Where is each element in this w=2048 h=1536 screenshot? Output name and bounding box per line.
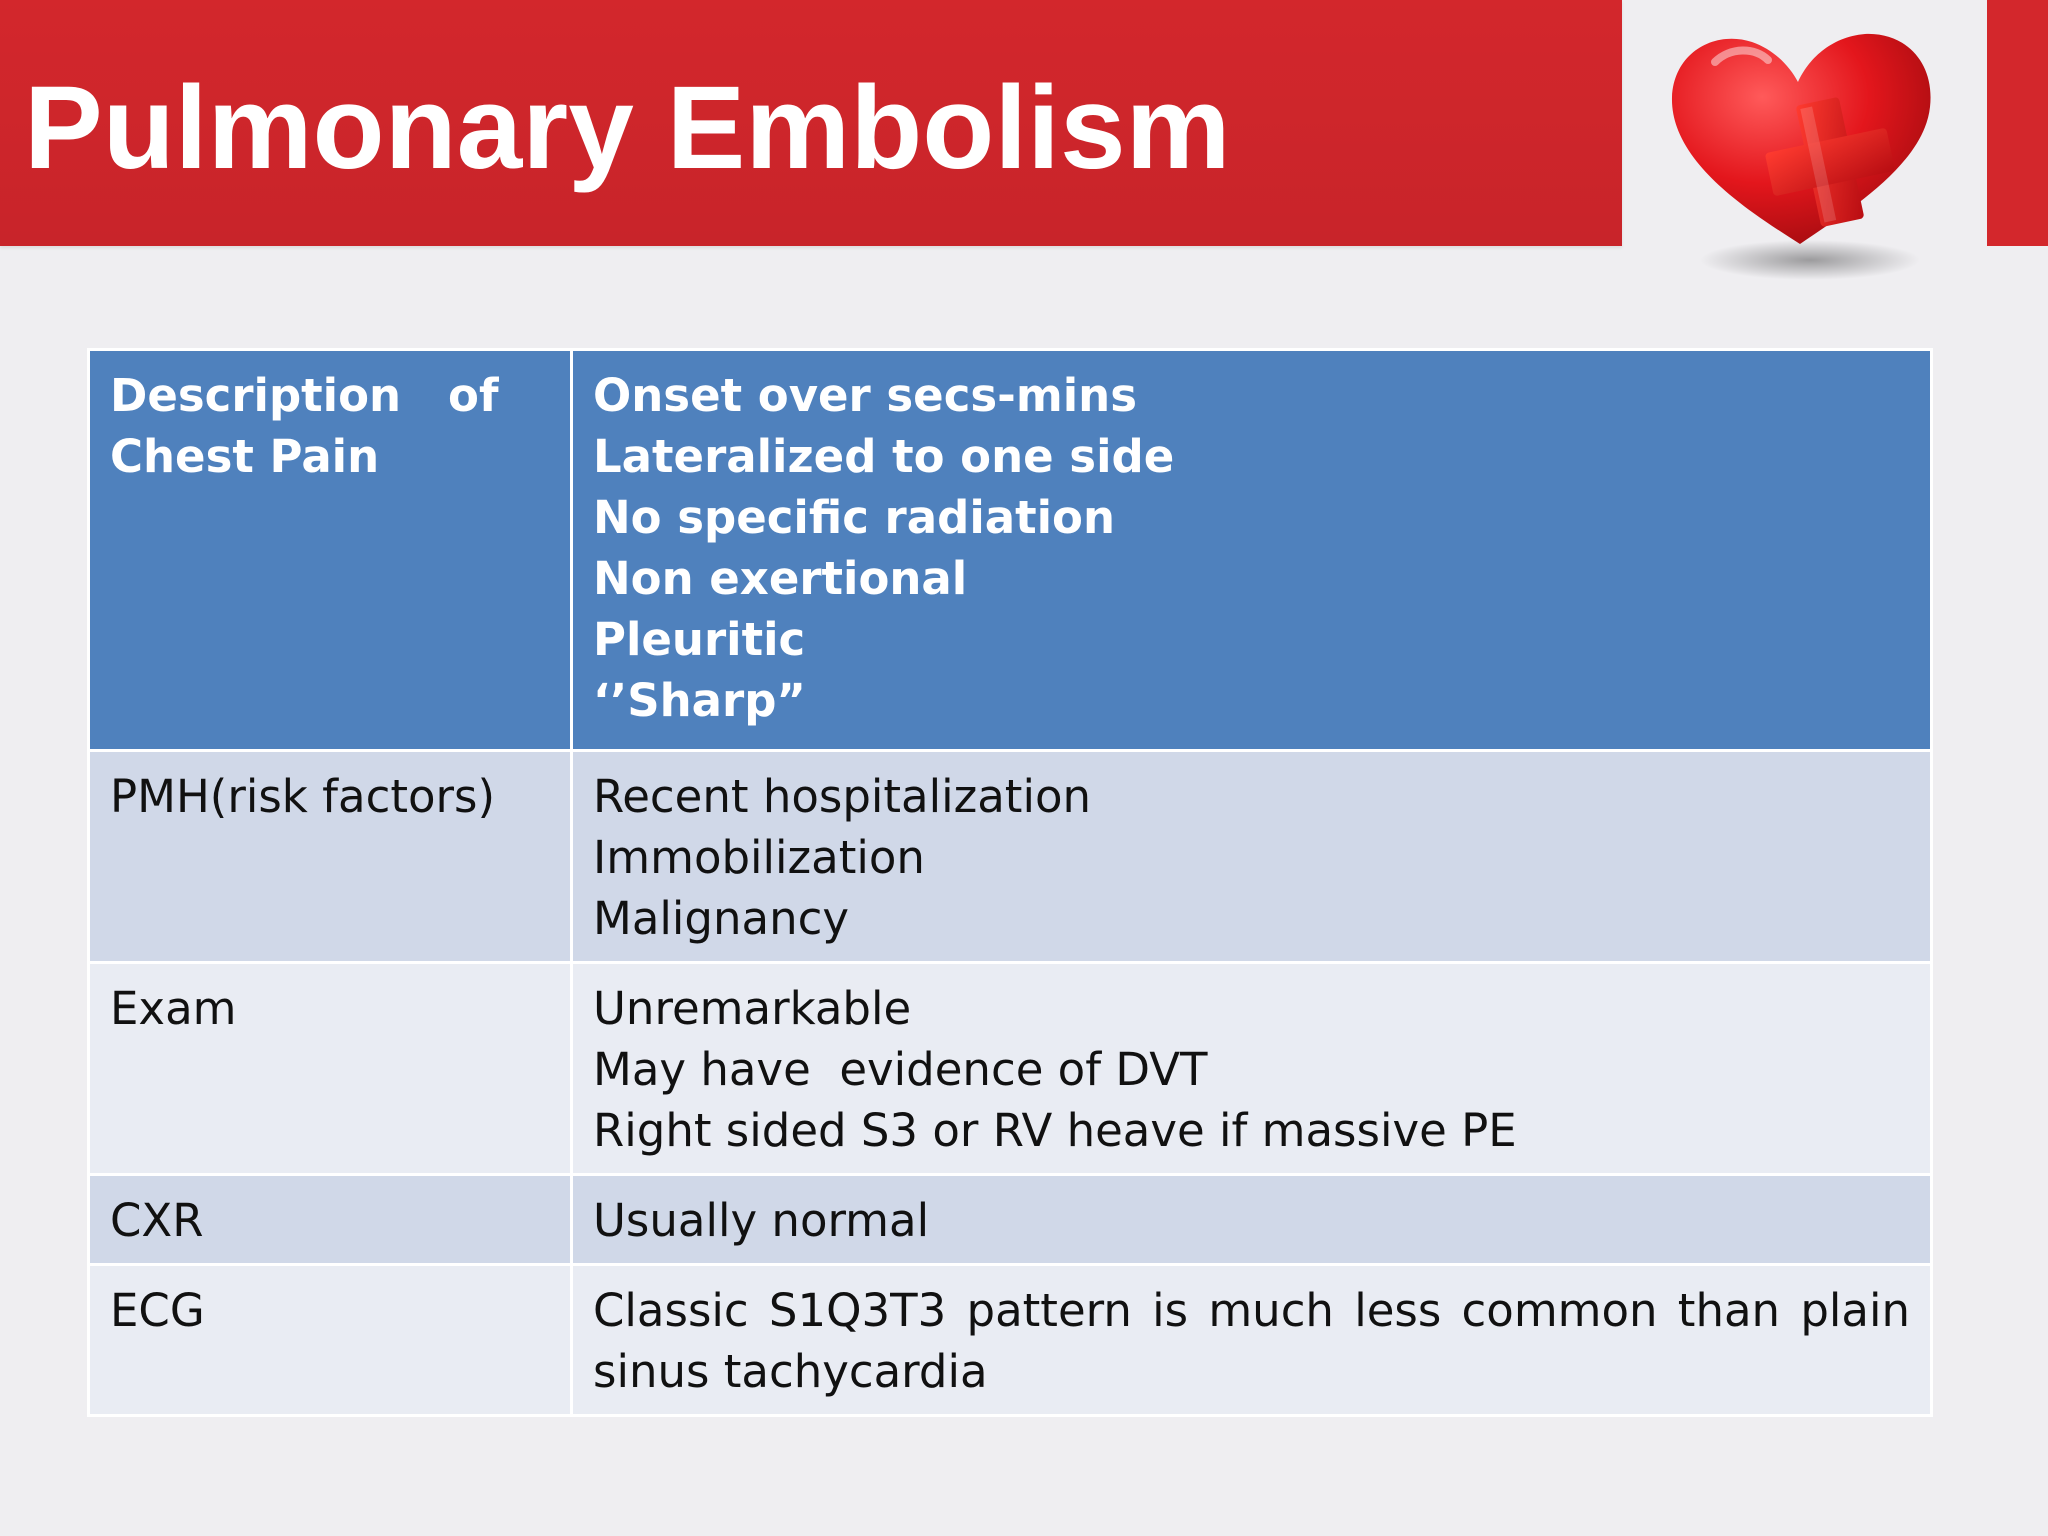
detail-line: No specific radiation xyxy=(593,491,1116,544)
row-label: CXR xyxy=(89,1175,572,1265)
row-label-text-line-2: Chest Pain xyxy=(110,430,380,483)
row-label: ECG xyxy=(89,1265,572,1416)
detail-line: Immobilization xyxy=(593,831,925,884)
table-row-cxr xyxy=(89,1175,1932,1265)
detail-line: May have evidence of DVT xyxy=(593,1043,1208,1096)
comparison-table xyxy=(87,348,1933,1417)
row-details xyxy=(572,1265,1932,1416)
title-banner-right-strip xyxy=(1987,0,2048,246)
detail-line: Malignancy xyxy=(593,892,849,945)
row-label-text-line-1: Description of xyxy=(110,369,499,422)
row-label xyxy=(89,350,572,751)
row-details xyxy=(572,963,1932,1175)
detail-line: Pleuritic xyxy=(593,613,806,666)
detail-line: Unremarkable xyxy=(593,982,912,1035)
detail-line: Classic S1Q3T3 pattern is much less common than plain sinus tachycardia xyxy=(593,1284,1910,1398)
table-row-exam xyxy=(89,963,1932,1175)
detail-line: Right sided S3 or RV heave if massive PE xyxy=(593,1104,1517,1157)
row-label: PMH(risk factors) xyxy=(89,751,572,963)
detail-line: ‘’Sharp” xyxy=(593,674,806,727)
detail-line: Recent hospitalization xyxy=(593,770,1092,823)
table-row-ecg xyxy=(89,1265,1932,1416)
row-details xyxy=(572,1175,1932,1265)
row-label: Exam xyxy=(89,963,572,1175)
table-row-description xyxy=(89,350,1932,751)
row-details xyxy=(572,751,1932,963)
detail-line: Onset over secs-mins xyxy=(593,369,1137,422)
pe-features-table xyxy=(87,348,1933,1417)
table-row-pmh xyxy=(89,751,1932,963)
heart-with-red-cross-icon xyxy=(1640,12,1960,282)
detail-line: Lateralized to one side xyxy=(593,430,1175,483)
slide-title: Pulmonary Embolism xyxy=(24,62,1231,194)
detail-line: Non exertional xyxy=(593,552,968,605)
detail-line: Usually normal xyxy=(593,1194,930,1247)
row-details xyxy=(572,350,1932,751)
